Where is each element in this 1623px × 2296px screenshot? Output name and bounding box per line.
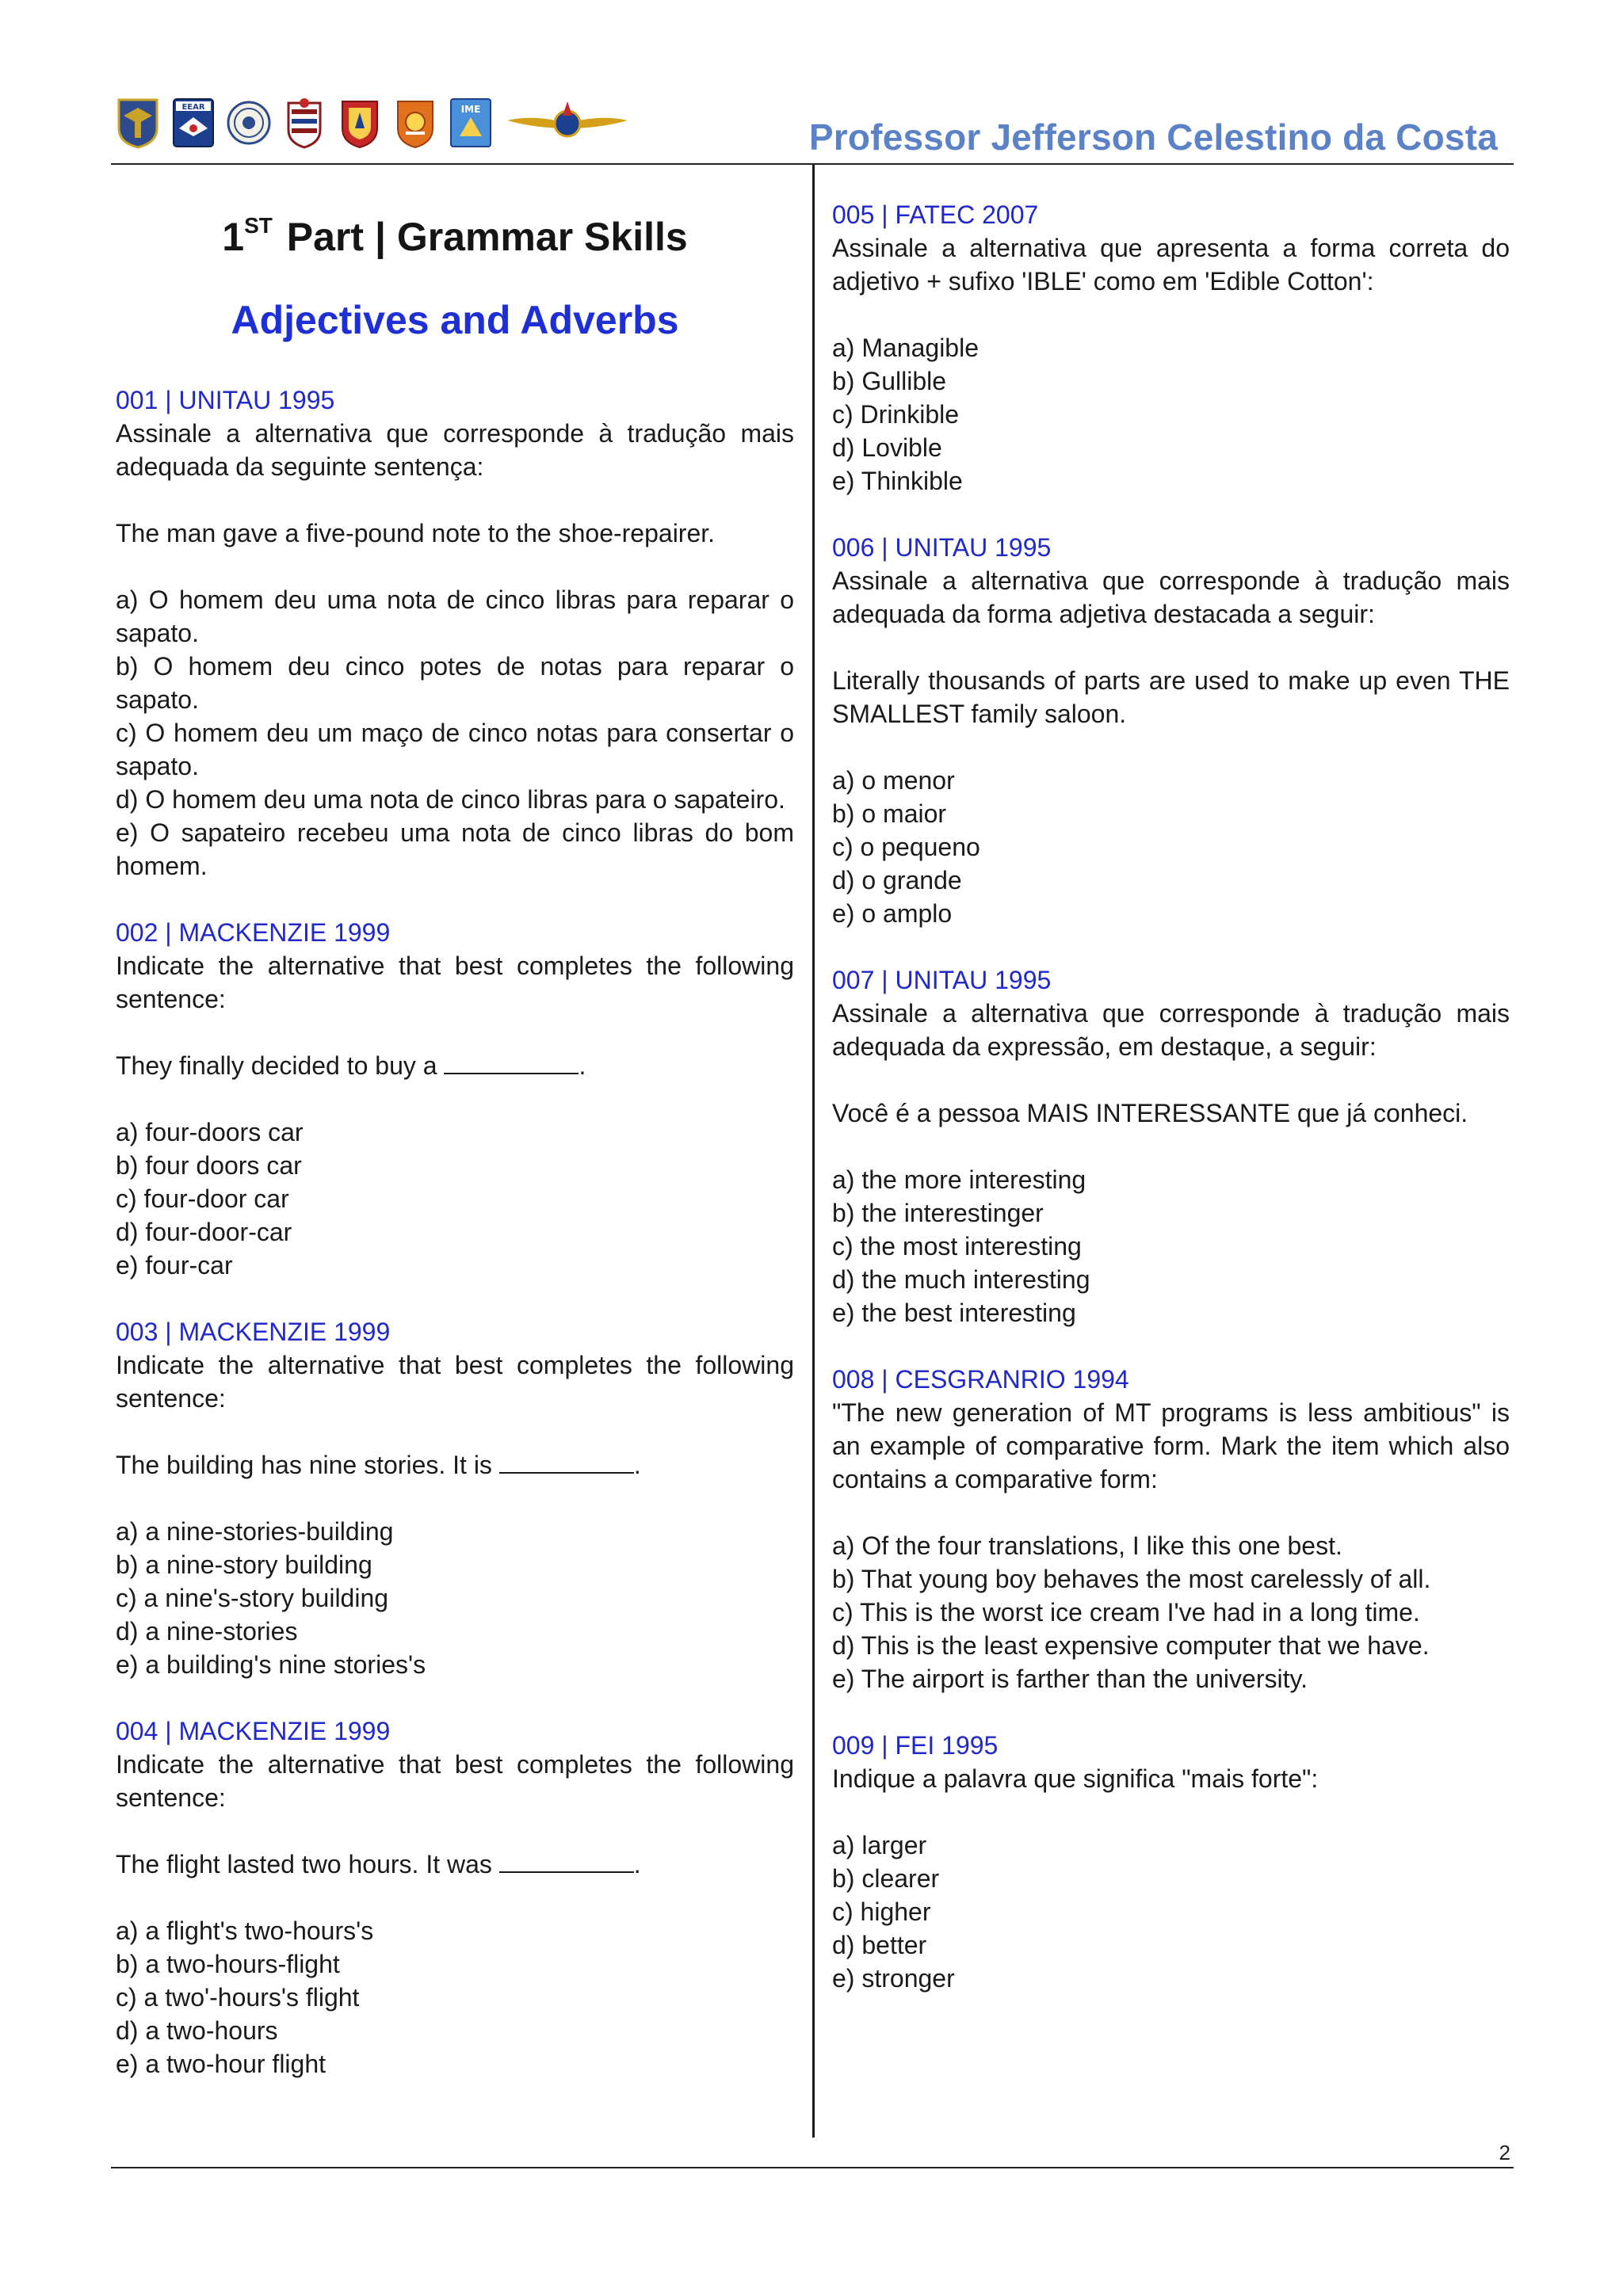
answer-option: c) the most interesting: [832, 1232, 1082, 1261]
question-prompt: Indicate the alternative that best completes the following sentence:: [116, 1750, 794, 1812]
answer-option: b) four doors car: [116, 1151, 302, 1180]
answer-option: b) O homem deu cinco potes de notas para reparar o sapato.: [116, 652, 794, 714]
answer-option: e) the best interesting: [832, 1299, 1076, 1327]
answer-options: [832, 1529, 1510, 1695]
question-sentence: Literally thousands of parts are used to make up even THE SMALLEST family saloon.: [832, 666, 1510, 728]
fill-in-blank: [499, 1849, 634, 1873]
question-heading: 006 | UNITAU 1995: [832, 533, 1052, 562]
answer-options: [116, 1116, 794, 1282]
answer-option: b) a nine-story building: [116, 1550, 372, 1579]
question-003: [116, 1315, 794, 1681]
question-heading: 008 | CESGRANRIO 1994: [832, 1365, 1129, 1394]
question-heading: 004 | MACKENZIE 1999: [116, 1717, 391, 1745]
question-prompt: Assinale a alternativa que corresponde à tradução mais adequada da seguinte sentença:: [116, 419, 794, 481]
answer-option: e) Thinkible: [832, 467, 963, 495]
question-sentence: [116, 1848, 794, 1881]
answer-option: a) the more interesting: [832, 1165, 1086, 1194]
author-name: Professor Jefferson Celestino da Costa: [808, 116, 1498, 158]
fill-in-blank: [444, 1051, 579, 1074]
answer-option: e) a building's nine stories's: [116, 1650, 426, 1679]
answer-option: e) four-car: [116, 1251, 233, 1280]
ime-emblem-icon: [449, 97, 493, 149]
question-prompt: Indicate the alternative that best completes the following sentence:: [116, 1351, 794, 1413]
footer-divider: [111, 2167, 1514, 2168]
answer-options: [832, 331, 1510, 498]
question-sentence: Você é a pessoa MAIS INTERESSANTE que já conheci.: [832, 1099, 1468, 1127]
page-number: 2: [1499, 2141, 1510, 2164]
answer-option: a) a flight's two-hours's: [116, 1917, 374, 1945]
question-sentence: [116, 1448, 794, 1482]
part-title: [116, 198, 794, 265]
question-sentence: [116, 1049, 794, 1082]
question-prompt: "The new generation of MT programs is less ambitious" is an example of comparative form. Mark the item which also contains a comparative form:: [832, 1398, 1510, 1493]
answer-option: a) four-doors car: [116, 1118, 304, 1146]
question-prompt: Assinale a alternativa que apresenta a forma correta do adjetivo + sufixo 'IBLE' como em 'Edible Cotton':: [832, 234, 1510, 296]
answer-option: d) a nine-stories: [116, 1617, 298, 1646]
answer-options: [116, 1914, 794, 2081]
question-heading: 009 | FEI 1995: [832, 1731, 999, 1760]
answer-option: b) clearer: [832, 1864, 940, 1893]
svg-text:IME: IME: [460, 104, 481, 115]
question-heading: 005 | FATEC 2007: [832, 200, 1039, 229]
institution-logos: [116, 95, 631, 151]
answer-option: c) four-door car: [116, 1184, 289, 1213]
answer-options: [832, 1829, 1510, 1995]
question-prompt: Indique a palavra que significa "mais forte":: [832, 1764, 1319, 1793]
answer-option: c) This is the worst ice cream I've had in a long time.: [832, 1598, 1420, 1627]
part-number: 1: [222, 215, 245, 259]
question-prompt: Assinale a alternativa que corresponde à tradução mais adequada da expressão, em destaque, a seguir:: [832, 999, 1510, 1061]
answer-option: e) o amplo: [832, 899, 953, 928]
question-004: [116, 1714, 794, 2081]
answer-option: a) larger: [832, 1831, 927, 1859]
ita-seal-icon: [227, 97, 271, 149]
answer-option: d) better: [832, 1931, 927, 1959]
espcex-emblem-icon: [338, 97, 382, 149]
answer-option: e) a two-hour flight: [116, 2050, 327, 2078]
question-sentence: The man gave a five-pound note to the shoe-repairer.: [116, 519, 716, 547]
svg-text:EEAR: EEAR: [181, 103, 205, 112]
answer-option: e) stronger: [832, 1964, 955, 1993]
question-heading: 002 | MACKENZIE 1999: [116, 918, 391, 947]
answer-options: [832, 764, 1510, 930]
answer-option: d) a two-hours: [116, 2016, 278, 2045]
answer-option: e) O sapateiro recebeu uma nota de cinco libras do bom homem.: [116, 818, 794, 880]
column-divider: [812, 165, 815, 2138]
answer-option: b) the interestinger: [832, 1199, 1044, 1227]
answer-option: d) o grande: [832, 866, 962, 894]
answer-option: b) o maior: [832, 799, 947, 828]
answer-option: d) the much interesting: [832, 1265, 1090, 1294]
answer-option: d) four-door-car: [116, 1218, 292, 1246]
right-column: [832, 198, 1510, 2028]
part-title-text: Part | Grammar Skills: [275, 215, 688, 259]
answer-option: c) higher: [832, 1897, 931, 1926]
sentence-end: .: [633, 1451, 641, 1479]
question-009: [832, 1729, 1510, 1995]
sentence-end: .: [633, 1850, 641, 1878]
afa-emblem-icon: [116, 97, 160, 149]
answer-options: [116, 1515, 794, 1681]
answer-option: d) O homem deu uma nota de cinco libras para o sapateiro.: [116, 785, 785, 814]
answer-option: c) O homem deu um maço de cinco notas para consertar o sapato.: [116, 719, 794, 780]
sentence-text: The flight lasted two hours. It was: [116, 1850, 499, 1878]
question-006: [832, 531, 1510, 930]
answer-option: b) That young boy behaves the most carelessly of all.: [832, 1565, 1431, 1593]
efomm-emblem-icon: [393, 97, 437, 149]
left-column: [116, 190, 794, 2114]
answer-options: [116, 583, 794, 883]
section-title: Adjectives and Adverbs: [231, 298, 679, 342]
answer-option: a) o menor: [832, 766, 955, 795]
question-001: [116, 383, 794, 883]
answer-option: c) a nine's-story building: [116, 1584, 389, 1612]
question-007: [832, 963, 1510, 1329]
answer-options: [832, 1163, 1510, 1329]
sentence-end: .: [579, 1051, 586, 1080]
answer-option: c) Drinkible: [832, 400, 960, 429]
question-heading: 001 | UNITAU 1995: [116, 386, 335, 414]
sentence-text: The building has nine stories. It is: [116, 1451, 499, 1479]
question-prompt: Indicate the alternative that best completes the following sentence:: [116, 952, 794, 1013]
sentence-text: They finally decided to buy a: [116, 1051, 445, 1080]
part-suffix: ST: [244, 213, 273, 238]
fill-in-blank: [499, 1450, 634, 1474]
answer-option: e) The airport is farther than the university.: [832, 1665, 1308, 1693]
question-008: [832, 1363, 1510, 1695]
question-005: [832, 198, 1510, 498]
en-emblem-icon: [282, 97, 327, 149]
answer-option: a) O homem deu uma nota de cinco libras para reparar o sapato.: [116, 585, 794, 647]
answer-option: a) Managible: [832, 334, 979, 362]
answer-option: d) This is the least expensive computer that we have.: [832, 1631, 1430, 1660]
ita-wings-icon: [504, 97, 631, 149]
eear-emblem-icon: [171, 97, 216, 149]
answer-option: c) a two'-hours's flight: [116, 1983, 360, 2012]
question-prompt: Assinale a alternativa que corresponde à tradução mais adequada da forma adjetiva destacada a seguir:: [832, 566, 1510, 628]
answer-option: d) Lovible: [832, 433, 942, 462]
answer-option: b) a two-hours-flight: [116, 1950, 340, 1978]
answer-option: b) Gullible: [832, 367, 947, 395]
question-002: [116, 916, 794, 1282]
question-heading: 007 | UNITAU 1995: [832, 966, 1052, 994]
answer-option: a) Of the four translations, I like this one best.: [832, 1531, 1342, 1560]
question-heading: 003 | MACKENZIE 1999: [116, 1318, 391, 1346]
answer-option: a) a nine-stories-building: [116, 1517, 394, 1546]
answer-option: c) o pequeno: [832, 833, 980, 861]
